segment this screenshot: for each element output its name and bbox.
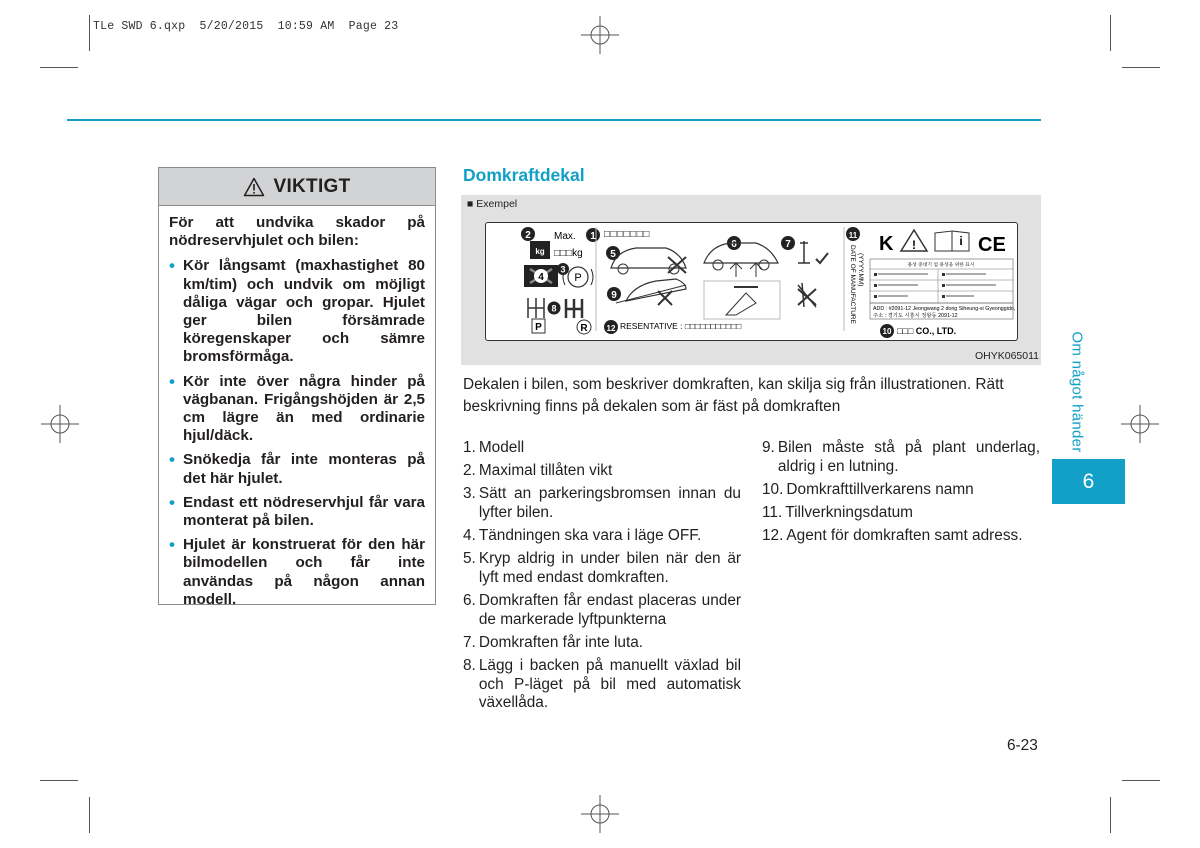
svg-text:P: P (535, 322, 542, 333)
list-item: 12. Agent för domkraften samt adress. (762, 527, 1023, 545)
list-item: 2. Maximal tillåten vikt (463, 462, 613, 480)
svg-text:8: 8 (551, 303, 557, 314)
manual-gear-icon (528, 298, 544, 318)
svg-text:5: 5 (610, 249, 616, 260)
registration-mark-right (1121, 405, 1159, 443)
jack-upright-icon (798, 241, 810, 263)
numbered-list-left (463, 439, 741, 717)
svg-text:11: 11 (848, 231, 858, 240)
svg-text:7: 7 (785, 239, 791, 250)
registration-mark-left (41, 405, 79, 443)
list-item: 11. Tillverkningsdatum (762, 503, 913, 521)
ce-mark-icon: CE (978, 234, 1006, 256)
warning-intro: För att undvika skador på nödreservhjulet och bilen: (169, 214, 425, 250)
section-title: Domkraftdekal (463, 165, 585, 185)
list-item: 10. Domkrafttillverkarens namn (762, 480, 974, 498)
decal-model-boxes: □□□□□□□ (604, 229, 650, 240)
svg-text:i: i (959, 234, 963, 248)
decal-illustration (486, 223, 1017, 340)
svg-text:P: P (574, 272, 582, 284)
decal-kg-unit: □□□kg (554, 248, 583, 259)
warning-item: • Endast ett nödreservhjul får vara monterat på bilen. (169, 494, 425, 530)
warning-item: • Kör inte över några hinder på vägbanan. Frigångshöjden är 2,5 cm lägre än med ordinarie hjul/däck. (169, 373, 425, 446)
svg-text:9: 9 (611, 290, 617, 301)
warning-header (159, 168, 435, 206)
svg-text:!: ! (912, 238, 916, 252)
page-number: 6-23 (1007, 737, 1038, 754)
car-crawl-icon (611, 248, 686, 268)
chapter-number-tab: 6 (1052, 459, 1125, 504)
jack-label-figure (461, 195, 1041, 365)
decal-address: ADD : #2091-12 Jeongwang 2 dong Siheung-si Gyeonggido, (873, 306, 1016, 312)
warning-triangle-icon (243, 177, 265, 197)
warning-title: VIKTIGT (273, 175, 351, 197)
svg-text:6: 6 (731, 239, 737, 250)
warning-box (158, 167, 436, 608)
decal-date-label: DATE OF MANUFACTURE (849, 245, 856, 324)
manual-book-icon (935, 231, 969, 251)
warning-body (159, 206, 435, 609)
car-lift-points-icon (704, 243, 778, 263)
list-item: 8. Lägg i backen på manuellt växlad bil och P-läget på bil med automatisk växellåda. (463, 657, 741, 712)
header-rule (67, 119, 1041, 121)
kc-mark-icon: K (879, 233, 894, 255)
decal-date-format: (YYYY.MM) (857, 253, 864, 287)
list-item: 4. Tändningen ska vara i läge OFF. (463, 527, 702, 545)
info-table-head: 용성 중대기 업 용성을 위한 표시 (907, 263, 975, 268)
decal-address-korean: 주소 : 경기도 시흥시 정왕동 2091-12 (873, 313, 958, 319)
decal-company: □□□ CO., LTD. (897, 326, 957, 336)
svg-text:10: 10 (882, 327, 892, 336)
svg-text:R: R (580, 323, 588, 334)
print-slug: TLe SWD 6.qxp 5/20/2015 10:59 AM Page 23 (93, 20, 399, 33)
jack-decal (485, 222, 1018, 341)
description-paragraph: Dekalen i bilen, som beskriver domkraften, kan skilja sig från illustrationen. Rätt beskrivning finns på dekalen som är fäst på domkraften (463, 376, 1004, 415)
example-label: ■ Exempel (467, 198, 518, 210)
warning-item: • Kör långsamt (maxhastighet 80 km/tim) och undvik om möjligt dåliga vägar och gropar. Hjulet ger bilen försämrade köregenskaper och sämre bromsförmåga. (169, 257, 425, 366)
svg-text:3: 3 (560, 264, 566, 275)
numbered-list-right (762, 439, 1040, 550)
warning-item: • Hjulet är konstruerat för den här bilmodellen och får inte användas på någon annan modell. (169, 536, 425, 609)
list-item: 7. Domkraften får inte luta. (463, 633, 644, 651)
list-item: 3. Sätt an parkeringsbromsen innan du lyfter bilen. (463, 485, 741, 521)
decal-max-text: Max. (554, 231, 576, 242)
svg-text:4: 4 (538, 272, 544, 283)
warning-item: • Snökedja får inte monteras på det här hjulet. (169, 451, 425, 487)
chapter-side-label: Om något händer (1068, 331, 1086, 453)
registration-mark-bottom (581, 795, 619, 833)
svg-text:12: 12 (606, 324, 616, 333)
registration-mark-top (581, 16, 619, 54)
decal-kg-text: kg (535, 247, 545, 256)
decal-representative: RESENTATIVE : □□□□□□□□□□□ (620, 321, 742, 331)
figure-code: OHYK065011 (974, 350, 1039, 362)
svg-text:1: 1 (590, 231, 596, 242)
list-item: 1. Modell (463, 439, 525, 456)
svg-text:2: 2 (525, 230, 531, 241)
list-item: 6. Domkraften får endast placeras under de markerade lyftpunkterna (463, 592, 741, 628)
list-item: 5. Kryp aldrig in under bilen när den är lyft med endast domkraften. (463, 550, 741, 586)
warning-list (169, 257, 425, 609)
list-item: 9. Bilen måste stå på plant underlag, aldrig i en lutning. (762, 439, 1040, 475)
